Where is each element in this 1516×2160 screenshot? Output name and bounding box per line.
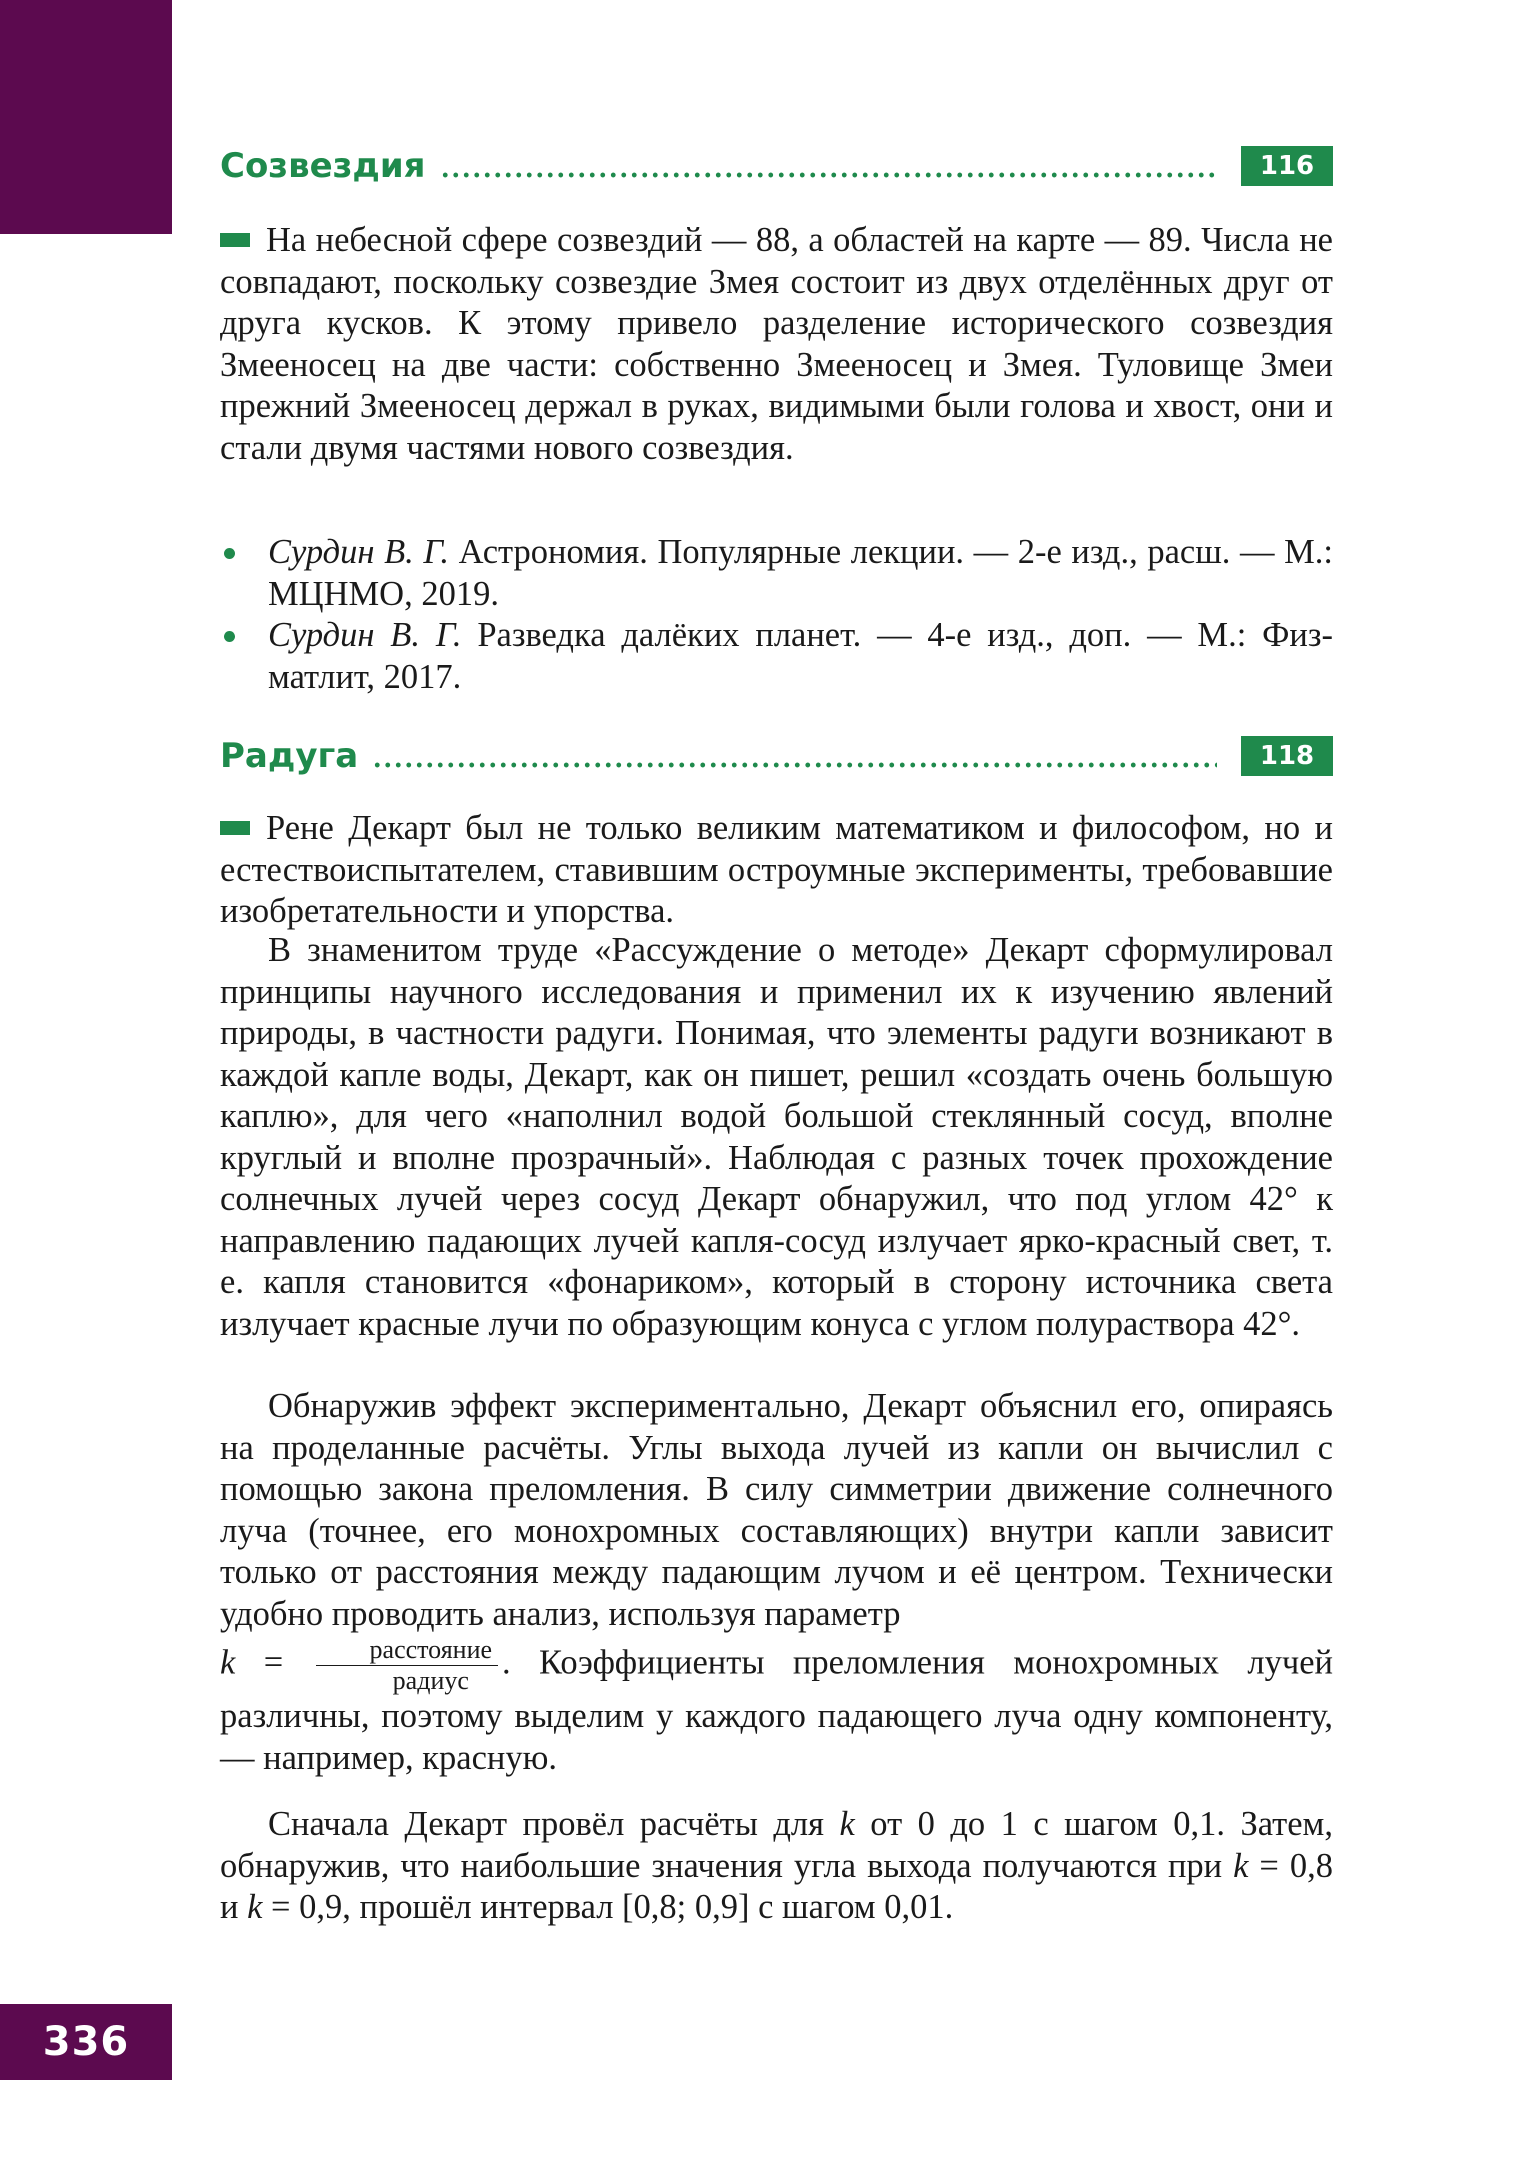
section-title: Созвездия — [220, 146, 426, 186]
body-paragraph — [220, 1804, 1333, 1929]
reference-author: Сурдин В. Г. — [268, 533, 450, 571]
paragraph-text: Рене Декарт был не только великим математиком и философом, но и естествоиспытателем, ставившим остроумные эксперименты, требовавшие изобретательности и упорства. — [220, 809, 1333, 930]
paragraph-text: Сначала Декарт провёл расчёты для — [268, 1805, 840, 1843]
section-heading-rainbow — [220, 736, 1333, 776]
answer-marker-icon — [220, 821, 250, 835]
paragraph-text: . Коэффициенты преломления монохромных лучей различны, поэтому выделим у каждого падающего луча одну компоненту, — например, красную. — [220, 1643, 1333, 1777]
leader-dots — [372, 762, 1217, 768]
answer-paragraph — [220, 808, 1333, 933]
fraction-numerator: расстояние — [316, 1635, 498, 1666]
formula-variable: k — [1233, 1846, 1249, 1885]
answer-marker-icon — [220, 233, 250, 247]
top-color-tab — [0, 0, 172, 234]
page-number: 336 — [0, 2004, 172, 2080]
formula-variable: k — [839, 1805, 855, 1843]
fraction-denominator: радиус — [392, 1666, 469, 1695]
bullet-icon — [224, 548, 235, 559]
body-paragraph: В знаменитом труде «Рассуждение о методе» Декарт сформулировал принципы научного исследования и применил их к изучению явлений природы, в частности радуги. Понимая, что элементы радуги возникают в каждой капле воды, Декарт, как он пишет, решил «создать очень большую каплю», для чего «наполнил водой большой стеклянный сосуд, вполне круглый и вполне прозрачный». Наблюдая с разных точек прохождение солнечных лучей через сосуд Декарт обнаружил, что под углом 42° к направлению падающих лучей капля-сосуд излучает ярко-красный свет, т. е. капля становится «фонариком», который в сторону источника света излучает красные лучи по образующим конуса с углом полураствора 42°. — [220, 931, 1333, 1343]
paragraph-text: = 0,9, прошёл интервал [0,8; 0,9] с шагом 0,01. — [262, 1888, 954, 1926]
section-title: Радуга — [220, 736, 359, 776]
reference-author: Сурдин В. Г. — [268, 616, 462, 654]
reference-list — [220, 532, 1333, 698]
paragraph-text: Обнаружив эффект экспериментально, Декарт объяснил его, опираясь на проделанные расчёты. Углы выхода лучей из капли он вычислил с помощью закона преломления. В силу симметрии движение солнечного луча (точнее, его монохромных составляющих) внутри капли зависит только от расстояния между падающим лучом и её центром. Технически удобно проводить анализ, используя параметр — [220, 1387, 1333, 1633]
bullet-icon — [224, 631, 235, 642]
formula-fraction — [316, 1635, 498, 1696]
reference-item — [220, 532, 1333, 615]
leader-dots — [440, 172, 1217, 178]
paragraph-text: На небесной сфере созвездий — 88, а областей на карте — 89. Числа не совпадают, поскольку созвездие Змея состоит из двух отделённых друг от друга кусков. К этому привело разделение исторического созвездия Змееносец на две части: собственно Змееносец и Змея. Туловище Змеи прежний Змееносец держал в руках, видимыми были голова и хвост, они и стали двумя частями нового созвездия. — [220, 221, 1333, 467]
page-ref-badge: 118 — [1241, 736, 1333, 776]
reference-text: Разведка далёких планет. — 4-е изд., доп. — М.: Физматлит, 2017. — [268, 616, 1333, 696]
section-heading-constellations — [220, 146, 1333, 186]
formula-variable: k — [247, 1888, 263, 1926]
reference-item — [220, 615, 1333, 698]
formula-variable: k — [220, 1643, 236, 1682]
body-paragraph — [220, 1386, 1333, 1779]
page-ref-badge: 116 — [1241, 146, 1333, 186]
answer-paragraph — [220, 220, 1333, 469]
reference-text: Астрономия. Популярные лекции. — 2-е изд., расш. — М.: МЦНМО, 2019. — [268, 533, 1333, 613]
paragraph-text: от 0 до 1 с шагом 0,1. Затем, обнаружив, что наибольшие значения угла выхода получаются при — [220, 1805, 1333, 1885]
paragraph-text: = 0,8 и — [220, 1846, 1333, 1926]
formula-equals: = — [235, 1643, 312, 1682]
